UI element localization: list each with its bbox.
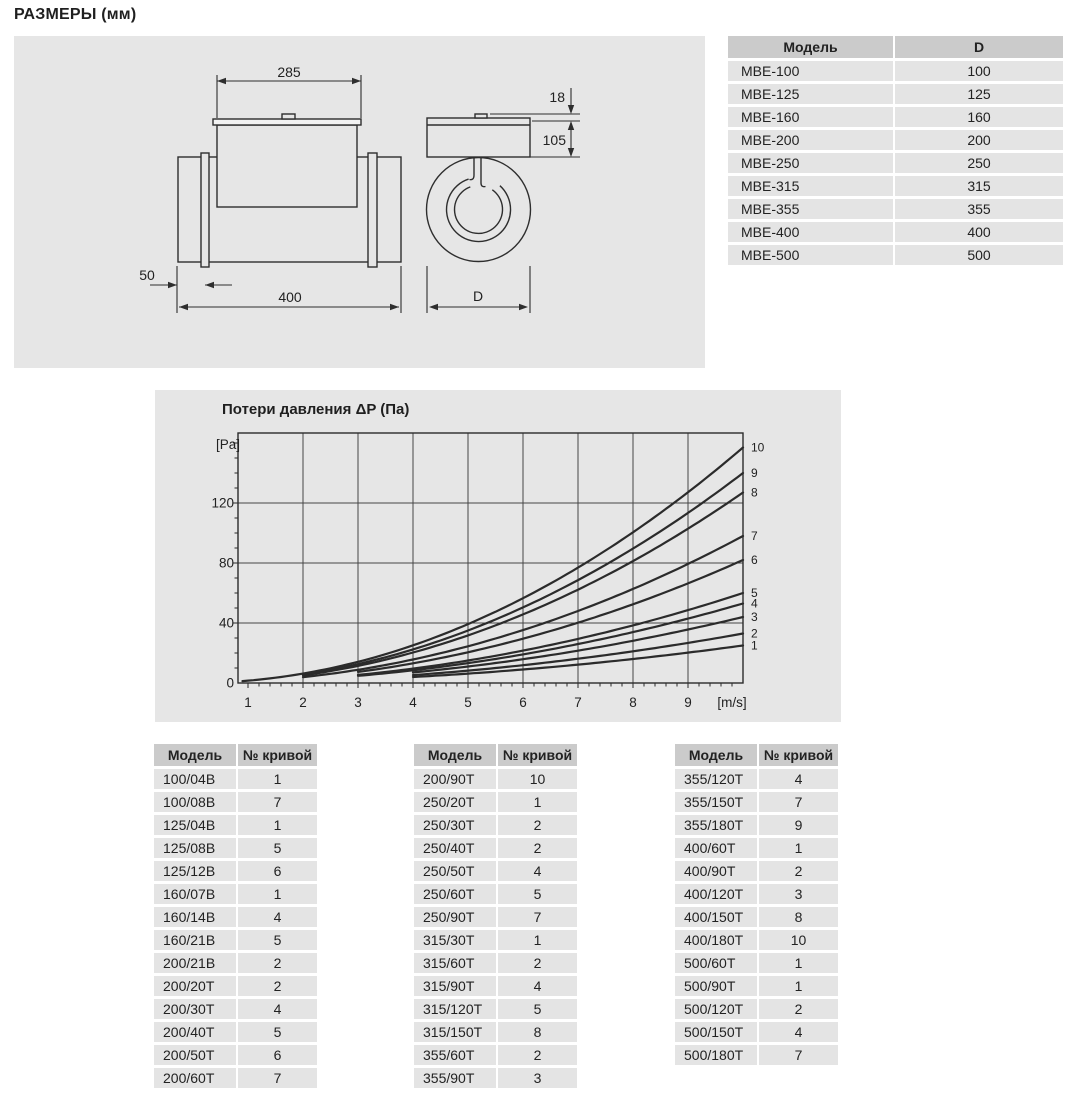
- cell-model: МВЕ-400: [728, 222, 893, 242]
- dimension-D: [427, 266, 530, 313]
- cell-model: 500/60Т: [675, 953, 757, 973]
- table-row: [675, 792, 838, 812]
- heating-element-icon: [447, 157, 511, 242]
- table-row: [154, 1045, 317, 1065]
- cell-value: 7: [759, 1045, 838, 1065]
- cell-model: 400/150Т: [675, 907, 757, 927]
- cell-value: 10: [759, 930, 838, 950]
- cell-value: 250: [895, 153, 1063, 173]
- cell-value: 2: [498, 838, 577, 858]
- cell-value: 7: [498, 907, 577, 927]
- curve-label-10: 10: [751, 440, 765, 455]
- dim-label-height-box: 105: [542, 132, 566, 148]
- cell-value: 8: [759, 907, 838, 927]
- curve-label-8: 8: [751, 485, 758, 500]
- header-value: № кривой: [238, 744, 317, 766]
- cell-value: 6: [238, 1045, 317, 1065]
- header-value: № кривой: [498, 744, 577, 766]
- x-tick-label: 1: [244, 695, 252, 710]
- cell-value: 1: [759, 838, 838, 858]
- curve-label-3: 3: [751, 610, 758, 624]
- cell-model: 200/60Т: [154, 1068, 236, 1088]
- table-row: [154, 930, 317, 950]
- header-model: Модель: [414, 744, 496, 766]
- dimension-285: [217, 64, 361, 118]
- table-row: [414, 838, 577, 858]
- y-tick-label: 80: [218, 555, 234, 571]
- header-value: D: [895, 36, 1063, 58]
- cell-model: 160/21В: [154, 930, 236, 950]
- right-flange: [368, 153, 377, 267]
- chart-title: Потери давления ΔP (Па): [222, 401, 410, 418]
- table-row: [154, 976, 317, 996]
- table-row: [675, 1022, 838, 1042]
- pressure-loss-chart: [155, 390, 841, 722]
- cell-model: 250/40Т: [414, 838, 496, 858]
- table-row: [728, 245, 1063, 265]
- cell-value: 4: [498, 976, 577, 996]
- cell-value: 5: [498, 999, 577, 1019]
- table-row: [154, 769, 317, 789]
- cell-model: 400/90Т: [675, 861, 757, 881]
- cell-value: 7: [238, 1068, 317, 1088]
- curve-label-1: 1: [751, 638, 758, 653]
- dimensions-drawing-panel: [14, 36, 705, 368]
- cell-value: 1: [238, 815, 317, 835]
- terminal-box-lid: [213, 119, 361, 125]
- cell-value: 4: [238, 907, 317, 927]
- curve-label-5: 5: [751, 586, 758, 600]
- table-row: [728, 84, 1063, 104]
- curve-label-6: 6: [751, 553, 758, 567]
- cell-model: 500/120Т: [675, 999, 757, 1019]
- table-header-row: [414, 744, 577, 766]
- table-row: [414, 976, 577, 996]
- y-axis-unit-label: [Pa]: [215, 437, 240, 452]
- curve-4: [358, 604, 743, 676]
- cell-value: 1: [498, 930, 577, 950]
- side-view: [178, 114, 401, 267]
- cell-value: 3: [759, 884, 838, 904]
- cell-value: 2: [759, 999, 838, 1019]
- table-row: [414, 999, 577, 1019]
- table-row: [728, 130, 1063, 150]
- cell-value: 200: [895, 130, 1063, 150]
- dim-label-diameter: D: [472, 288, 484, 304]
- table-row: [414, 815, 577, 835]
- x-tick-label: 3: [354, 695, 362, 710]
- x-tick-label: 6: [519, 695, 527, 710]
- curve-label-7: 7: [751, 529, 758, 543]
- table-row: [414, 769, 577, 789]
- curve-table-2: [414, 744, 577, 1091]
- cell-value: 1: [759, 976, 838, 996]
- table-row: [728, 61, 1063, 81]
- cell-model: 125/08В: [154, 838, 236, 858]
- x-tick-label: 2: [299, 695, 307, 710]
- cell-model: 250/50Т: [414, 861, 496, 881]
- left-flange: [201, 153, 209, 267]
- table-header-row: [154, 744, 317, 766]
- cell-model: МВЕ-315: [728, 176, 893, 196]
- table-header-row: [675, 744, 838, 766]
- cell-value: 500: [895, 245, 1063, 265]
- pressure-loss-chart-panel: [155, 390, 841, 722]
- table-row: [154, 815, 317, 835]
- cell-value: 4: [498, 861, 577, 881]
- cell-value: 10: [498, 769, 577, 789]
- table-row: [675, 815, 838, 835]
- table-row: [675, 976, 838, 996]
- y-tick-label: 120: [211, 495, 234, 511]
- x-axis-unit-label: [m/s]: [717, 695, 747, 710]
- cell-model: 315/120Т: [414, 999, 496, 1019]
- table-row: [675, 884, 838, 904]
- cell-value: 9: [759, 815, 838, 835]
- cell-model: 200/30Т: [154, 999, 236, 1019]
- table-row: [154, 907, 317, 927]
- x-tick-label: 7: [574, 695, 582, 710]
- cell-value: 315: [895, 176, 1063, 196]
- cell-value: 5: [238, 1022, 317, 1042]
- cell-model: 400/120Т: [675, 884, 757, 904]
- cell-value: 100: [895, 61, 1063, 81]
- cell-model: 250/90Т: [414, 907, 496, 927]
- cell-model: 315/60Т: [414, 953, 496, 973]
- header-model: Модель: [154, 744, 236, 766]
- curve-table-3: [675, 744, 838, 1068]
- table-row: [414, 1045, 577, 1065]
- cell-value: 5: [238, 838, 317, 858]
- header-model: Модель: [728, 36, 893, 58]
- cell-value: 400: [895, 222, 1063, 242]
- table-row: [154, 838, 317, 858]
- cell-value: 5: [498, 884, 577, 904]
- cell-model: МВЕ-160: [728, 107, 893, 127]
- curve-label-9: 9: [751, 466, 758, 480]
- cell-model: 400/180Т: [675, 930, 757, 950]
- cell-model: 125/04В: [154, 815, 236, 835]
- dim-label-width-top: 285: [277, 64, 301, 80]
- cell-model: 160/14В: [154, 907, 236, 927]
- cell-model: 355/150Т: [675, 792, 757, 812]
- header-model: Модель: [675, 744, 757, 766]
- cell-value: 4: [759, 769, 838, 789]
- cell-model: МВЕ-355: [728, 199, 893, 219]
- cell-value: 2: [498, 953, 577, 973]
- y-tick-label: 40: [218, 615, 234, 631]
- table-row: [675, 907, 838, 927]
- cell-model: 200/21В: [154, 953, 236, 973]
- table-row: [154, 884, 317, 904]
- cell-value: 6: [238, 861, 317, 881]
- curve-table-1: [154, 744, 317, 1091]
- lid-knob: [282, 114, 295, 119]
- cell-value: 4: [238, 999, 317, 1019]
- cell-model: 200/90Т: [414, 769, 496, 789]
- table-row: [728, 222, 1063, 242]
- cell-model: МВЕ-500: [728, 245, 893, 265]
- dim-label-offset-left: 50: [139, 267, 155, 283]
- cell-model: МВЕ-100: [728, 61, 893, 81]
- dim-label-length-bottom: 400: [278, 289, 302, 305]
- cell-value: 1: [238, 884, 317, 904]
- cell-value: 2: [498, 815, 577, 835]
- dimension-50: [139, 266, 232, 289]
- table-row: [414, 953, 577, 973]
- y-tick-label: 0: [226, 675, 234, 691]
- cell-model: 400/60Т: [675, 838, 757, 858]
- dimensions-drawing: [14, 36, 705, 368]
- table-row: [414, 1022, 577, 1042]
- curve-label-2: 2: [751, 626, 758, 641]
- table-row: [675, 1045, 838, 1065]
- table-row: [414, 1068, 577, 1088]
- cell-model: 125/12В: [154, 861, 236, 881]
- table-row: [414, 861, 577, 881]
- duct-circle: [427, 158, 531, 262]
- table-row: [154, 1068, 317, 1088]
- cell-model: 250/20Т: [414, 792, 496, 812]
- cell-value: 1: [759, 953, 838, 973]
- table-row: [154, 861, 317, 881]
- table-row: [154, 953, 317, 973]
- cell-model: 100/08В: [154, 792, 236, 812]
- table-row: [675, 861, 838, 881]
- cell-value: 160: [895, 107, 1063, 127]
- front-view: [427, 114, 531, 262]
- page-title: РАЗМЕРЫ (мм): [14, 6, 137, 23]
- dimension-400: [177, 266, 401, 313]
- cell-value: 125: [895, 84, 1063, 104]
- table-row: [414, 930, 577, 950]
- cell-value: 7: [759, 792, 838, 812]
- terminal-box: [217, 125, 357, 207]
- table-row: [414, 792, 577, 812]
- x-tick-label: 5: [464, 695, 472, 710]
- cell-model: 355/180Т: [675, 815, 757, 835]
- dim-label-height-top: 18: [549, 89, 565, 105]
- cell-value: 2: [238, 953, 317, 973]
- table-row: [154, 792, 317, 812]
- cell-value: 4: [759, 1022, 838, 1042]
- cell-value: 3: [498, 1068, 577, 1088]
- cell-model: 200/20Т: [154, 976, 236, 996]
- cell-model: 315/150Т: [414, 1022, 496, 1042]
- cell-value: 355: [895, 199, 1063, 219]
- table-row: [728, 176, 1063, 196]
- front-lid-knob: [475, 114, 487, 118]
- cell-value: 1: [238, 769, 317, 789]
- table-row: [414, 907, 577, 927]
- model-diameter-table: [728, 36, 1063, 268]
- table-row: [414, 884, 577, 904]
- cell-model: 500/90Т: [675, 976, 757, 996]
- cell-value: 1: [498, 792, 577, 812]
- cell-value: 8: [498, 1022, 577, 1042]
- cell-model: МВЕ-250: [728, 153, 893, 173]
- cell-model: 200/40Т: [154, 1022, 236, 1042]
- cell-model: 500/150Т: [675, 1022, 757, 1042]
- table-row: [675, 769, 838, 789]
- cell-model: 200/50Т: [154, 1045, 236, 1065]
- x-tick-label: 9: [684, 695, 692, 710]
- x-tick-label: 8: [629, 695, 637, 710]
- cell-model: МВЕ-125: [728, 84, 893, 104]
- cell-model: 355/90Т: [414, 1068, 496, 1088]
- cell-model: 500/180Т: [675, 1045, 757, 1065]
- cell-value: 2: [759, 861, 838, 881]
- table-row: [154, 999, 317, 1019]
- cell-model: 315/90Т: [414, 976, 496, 996]
- cell-model: 100/04В: [154, 769, 236, 789]
- table-row: [728, 153, 1063, 173]
- front-terminal-box: [427, 118, 530, 157]
- cell-model: МВЕ-200: [728, 130, 893, 150]
- cell-value: 5: [238, 930, 317, 950]
- cell-model: 355/120Т: [675, 769, 757, 789]
- cell-model: 250/60Т: [414, 884, 496, 904]
- header-value: № кривой: [759, 744, 838, 766]
- table-row: [675, 953, 838, 973]
- table-row: [728, 199, 1063, 219]
- cell-value: 7: [238, 792, 317, 812]
- cell-model: 315/30Т: [414, 930, 496, 950]
- table-row: [675, 930, 838, 950]
- curve-label-4: 4: [751, 596, 758, 611]
- cell-value: 2: [238, 976, 317, 996]
- table-row: [675, 838, 838, 858]
- x-tick-label: 4: [409, 695, 417, 710]
- cell-model: 160/07В: [154, 884, 236, 904]
- table-header-row: [728, 36, 1063, 58]
- table-row: [675, 999, 838, 1019]
- cell-value: 2: [498, 1045, 577, 1065]
- table-row: [728, 107, 1063, 127]
- cell-model: 355/60Т: [414, 1045, 496, 1065]
- cell-model: 250/30Т: [414, 815, 496, 835]
- table-row: [154, 1022, 317, 1042]
